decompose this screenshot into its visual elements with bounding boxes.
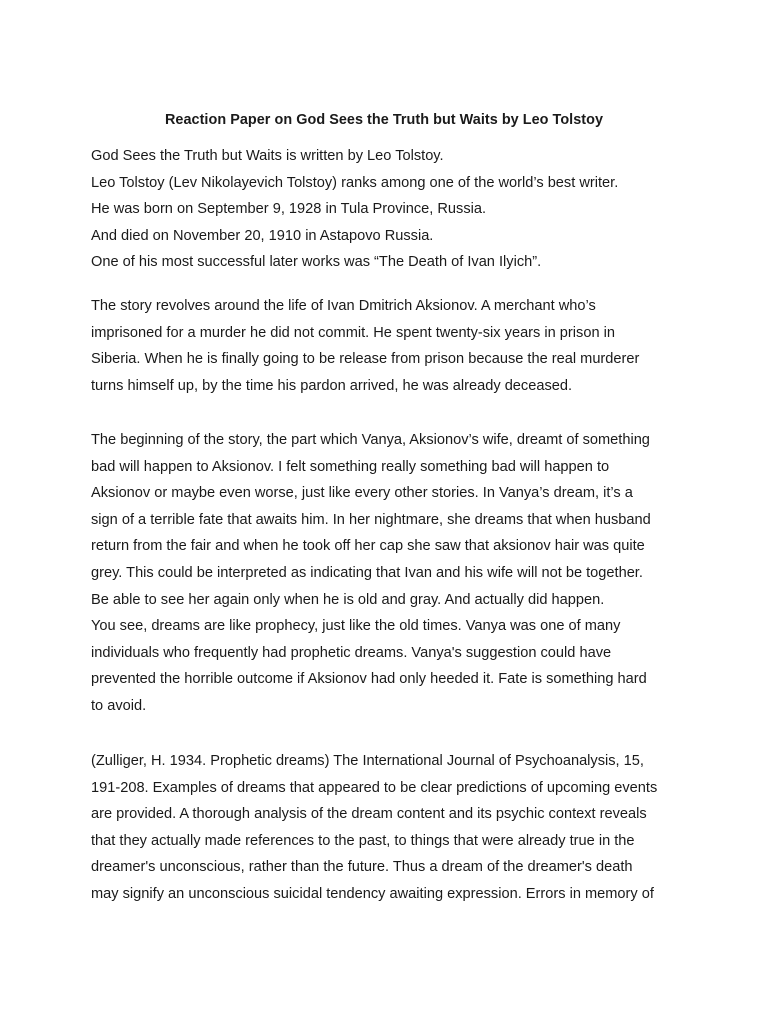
paragraph-line: to avoid.	[91, 697, 147, 714]
paragraph-citation	[91, 748, 691, 908]
paragraph-line: individuals who frequently had prophetic dreams. Vanya's suggestion could have	[91, 644, 612, 661]
paragraph-story-summary	[91, 293, 691, 399]
paragraph-line: (Zulliger, H. 1934. Prophetic dreams) The International Journal of Psychoanalysis, 15,	[91, 753, 644, 769]
document-title: Reaction Paper on God Sees the Truth but Waits by Leo Tolstoy	[164, 112, 603, 128]
intro-line: One of his most successful later works was “The Death of Ivan Ilyich”.	[91, 254, 542, 271]
paragraph-line: Siberia. When he is finally going to be release from prison because the real murderer	[91, 351, 640, 368]
paragraph-line: The story revolves around the life of Ivan Dmitrich Aksionov. A merchant who’s	[91, 298, 596, 314]
intro-line: And died on November 20, 1910 in Astapovo Russia.	[91, 227, 434, 244]
intro-block	[91, 143, 691, 276]
intro-line: God Sees the Truth but Waits is written by Leo Tolstoy.	[91, 148, 444, 164]
paragraph-line: dreamer's unconscious, rather than the future. Thus a dream of the dreamer's death	[91, 859, 633, 876]
paragraph-line: that they actually made references to the past, to things that were already true in the	[91, 832, 635, 849]
paragraph-line: sign of a terrible fate that awaits him. In her nightmare, she dreams that when husband	[91, 511, 651, 528]
paragraph-line: Be able to see her again only when he is old and gray. And actually did happen.	[91, 591, 605, 608]
intro-line: He was born on September 9, 1928 in Tula Province, Russia.	[91, 201, 487, 218]
paragraph-line: are provided. A thorough analysis of the dream content and its psychic context reveals	[91, 806, 647, 823]
paragraph-line: bad will happen to Aksionov. I felt something really something bad will happen to	[91, 458, 610, 475]
paragraph-line: The beginning of the story, the part which Vanya, Aksionov’s wife, dreamt of something	[91, 432, 650, 448]
paragraph-dream-analysis	[91, 427, 691, 720]
paragraph-line: may signify an unconscious suicidal tendency awaiting expression. Errors in memory of	[91, 885, 654, 902]
intro-line: Leo Tolstoy (Lev Nikolayevich Tolstoy) ranks among one of the world’s best writer.	[91, 174, 619, 191]
paragraph-line: prevented the horrible outcome if Aksionov had only heeded it. Fate is something hard	[91, 671, 647, 688]
paragraph-line: Aksionov or maybe even worse, just like every other stories. In Vanya’s dream, it’s a	[91, 485, 633, 502]
paragraph-line: 191-208. Examples of dreams that appeared to be clear predictions of upcoming events	[91, 779, 658, 796]
paragraph-line: You see, dreams are like prophecy, just like the old times. Vanya was one of many	[91, 618, 621, 635]
paragraph-line: return from the fair and when he took off her cap she saw that aksionov hair was quite	[91, 538, 645, 555]
paragraph-line: imprisoned for a murder he did not commit. He spent twenty-six years in prison in	[91, 324, 615, 341]
paragraph-line: turns himself up, by the time his pardon arrived, he was already deceased.	[91, 377, 573, 394]
paragraph-line: grey. This could be interpreted as indicating that Ivan and his wife will not be together.	[91, 564, 643, 581]
